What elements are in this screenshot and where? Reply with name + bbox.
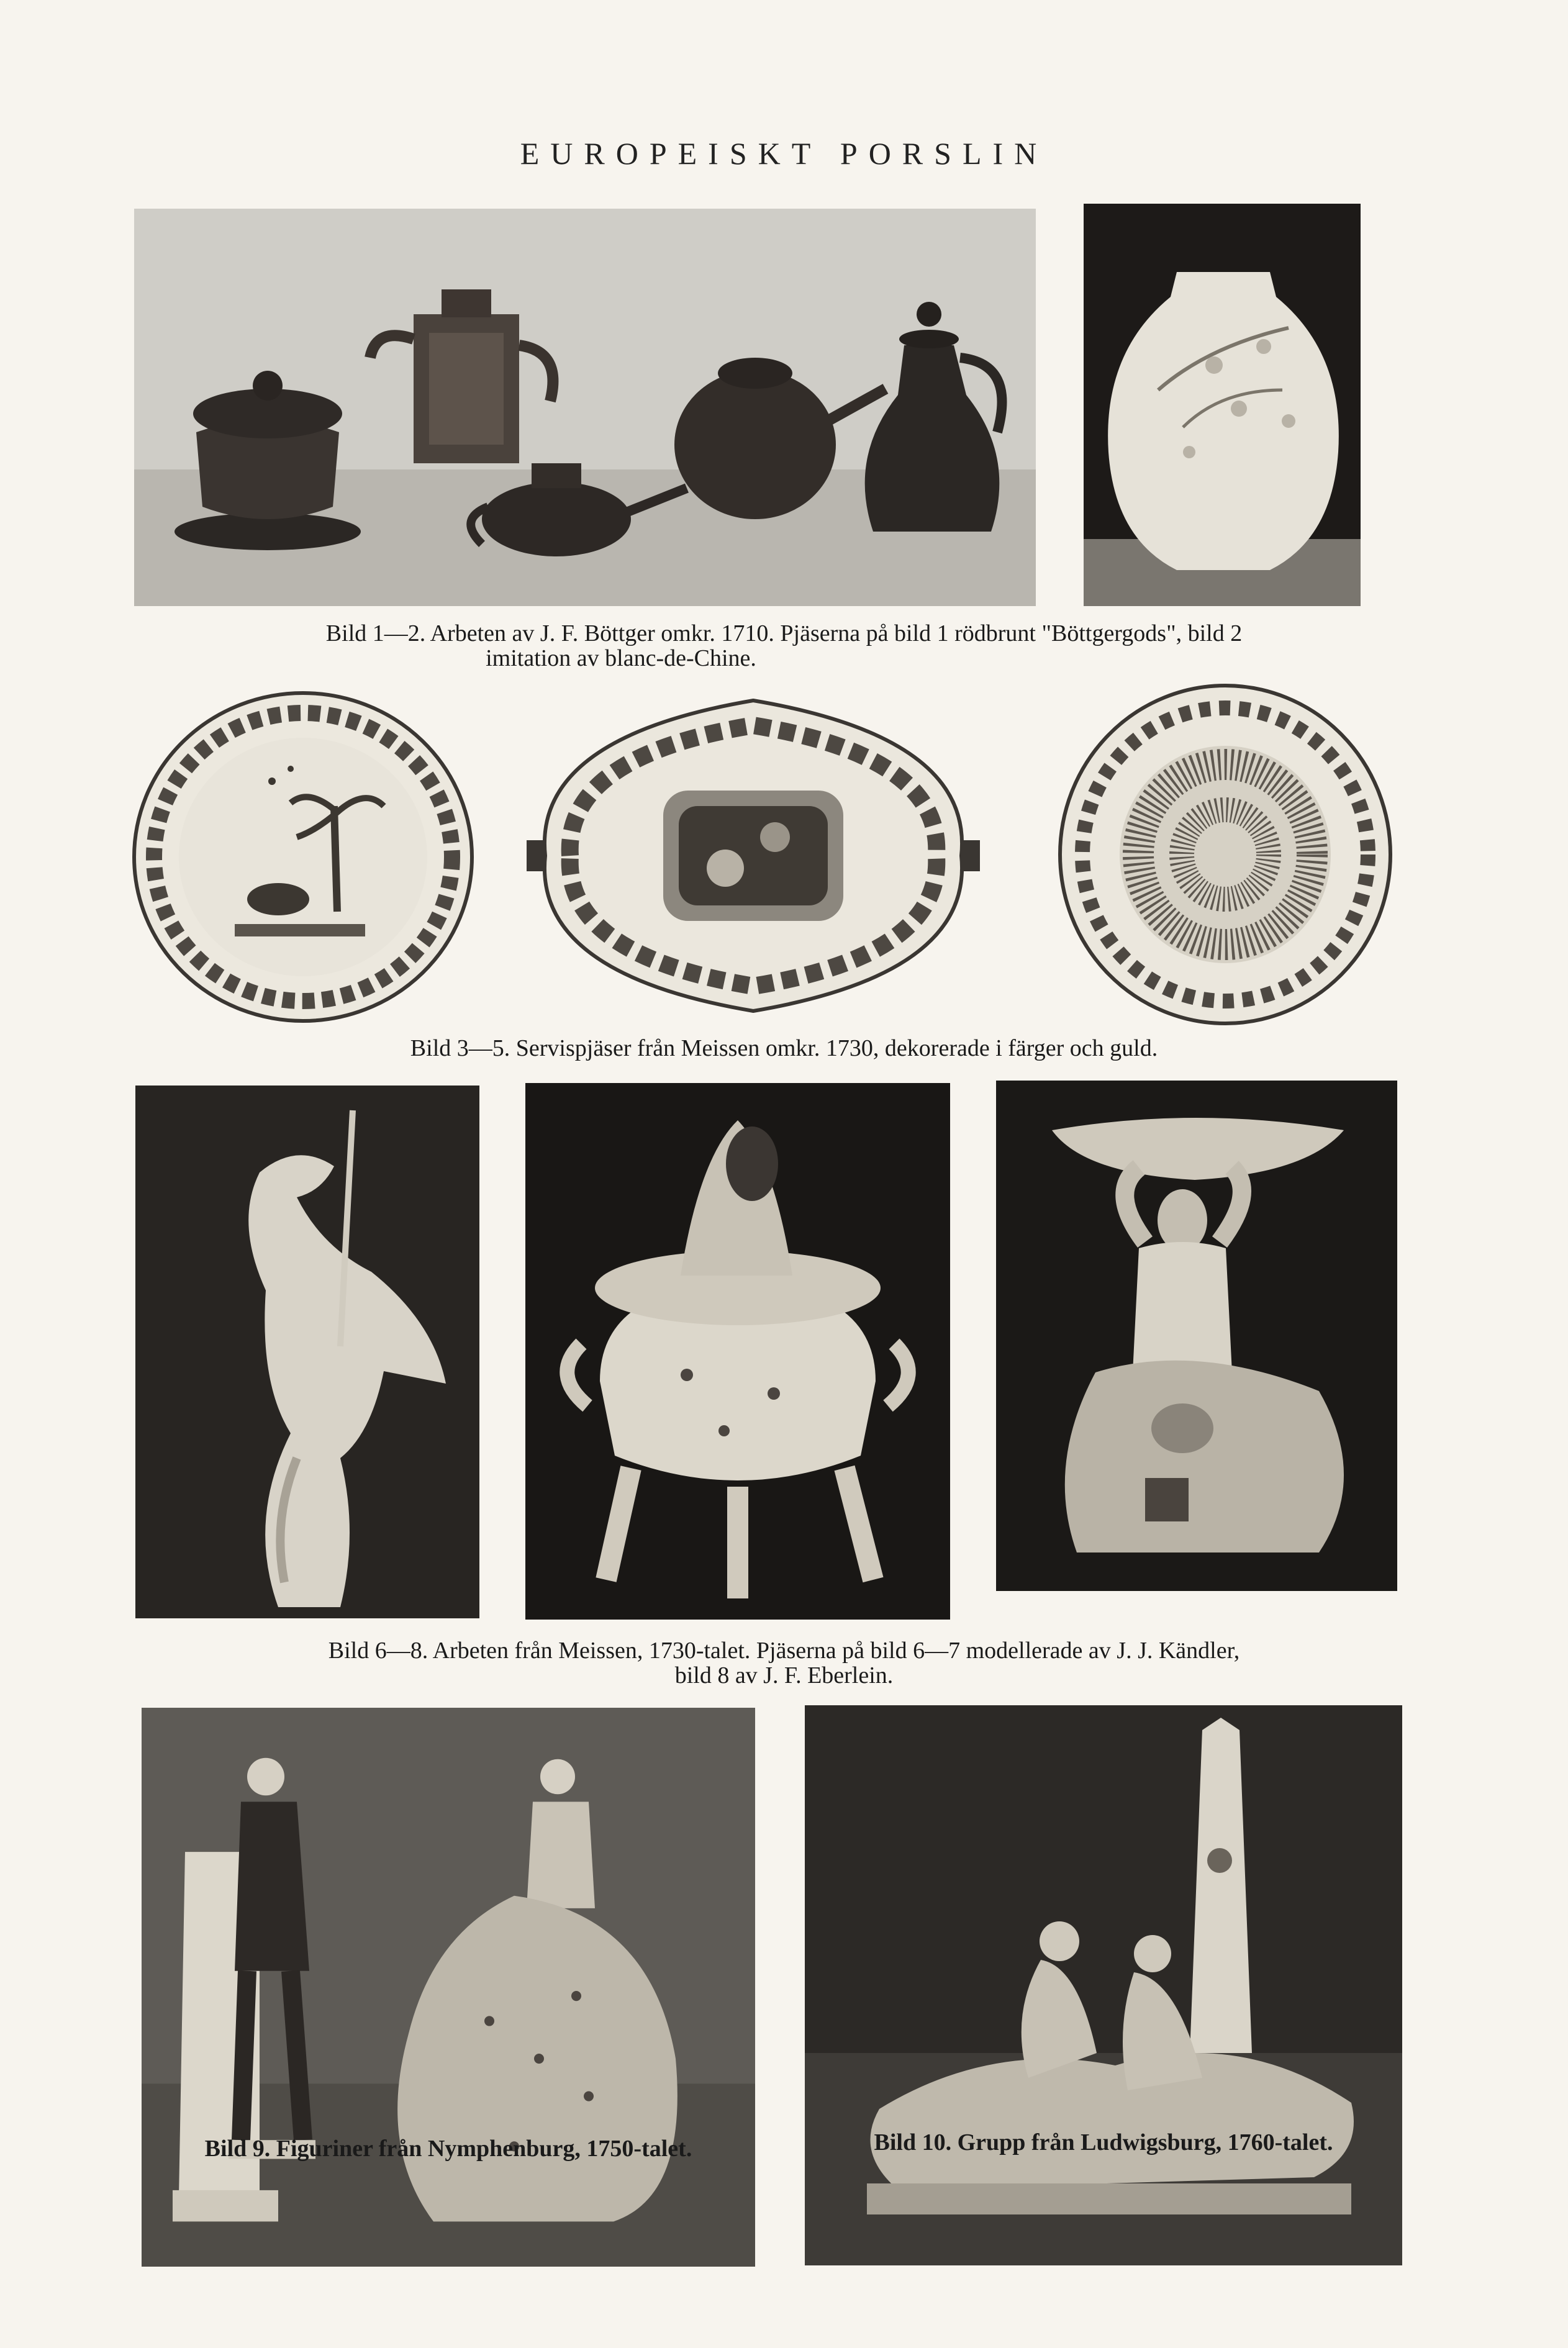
photo-bild-10 bbox=[805, 1705, 1402, 2265]
caption-bild-3-5: Bild 3—5. Servispjäser från Meissen omkr. 1730, dekorerade i färger och guld. bbox=[410, 1035, 1158, 1061]
caption-bild-1-2-line-2: imitation av blanc-de-Chine. bbox=[486, 645, 756, 671]
caption-bild-6-8-line-2: bild 8 av J. F. Eberlein. bbox=[674, 1662, 894, 1688]
photo-bild-9 bbox=[142, 1708, 755, 2267]
photo-bild-8 bbox=[996, 1081, 1397, 1591]
photo-bild-1 bbox=[134, 209, 1036, 606]
photo-bild-7 bbox=[525, 1083, 950, 1620]
photo-bild-2 bbox=[1084, 204, 1361, 606]
caption-bild-1-2-line-1: Bild 1—2. Arbeten av J. F. Böttger omkr. 1710. Pjäserna på bild 1 rödbrunt "Böttgergods", bild 2 bbox=[325, 620, 1243, 646]
caption-bild-6-8-line-1: Bild 6—8. Arbeten från Meissen, 1730-talet. Pjäserna på bild 6—7 modellerade av J. J. Kändler, bbox=[328, 1638, 1240, 1664]
caption-bild-9: Bild 9. Figuriner från Nymphenburg, 1750-talet. bbox=[204, 2136, 692, 2162]
plate-bild-5 bbox=[1056, 681, 1395, 1028]
page-title: EUROPEISKT PORSLIN bbox=[520, 136, 1048, 171]
plate-bild-3 bbox=[129, 688, 477, 1026]
plate-bild-4 bbox=[508, 682, 999, 1030]
photo-bild-6 bbox=[135, 1086, 479, 1618]
caption-bild-10: Bild 10. Grupp från Ludwigsburg, 1760-talet. bbox=[874, 2129, 1333, 2155]
